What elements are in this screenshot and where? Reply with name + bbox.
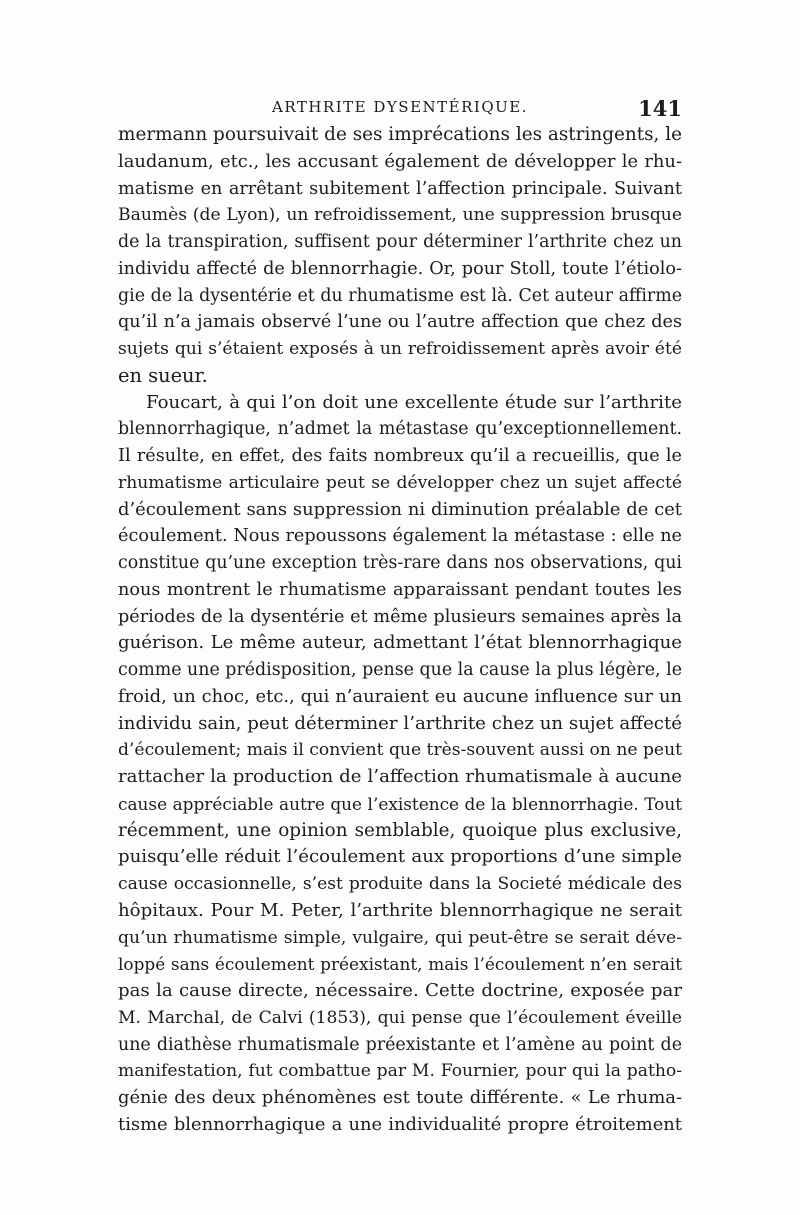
text-line: M. Marchal, de Calvi (1853), qui pense que l’écoulement éveille xyxy=(118,1007,682,1028)
text-line: Il résulte, en effet, des faits nombreux qu’il a recueillis, que le xyxy=(118,446,682,466)
text-line: qu’un rhumatisme simple, vulgaire, qui peut-être se serait déve- xyxy=(118,927,682,948)
text-line: froid, un choc, etc., qui n’auraient eu aucune influence sur un xyxy=(118,685,682,707)
text-line: puisqu’elle réduit l’écoulement aux proportions d’une simple xyxy=(118,846,682,868)
text-line: individu affecté de blennorrhagie. Or, pour Stoll, toute l’étiolo- xyxy=(118,258,682,279)
text-line: blennorrhagique, n’admet la métastase qu’exceptionnellement. xyxy=(118,419,682,440)
text-line: récemment, une opinion semblable, quoique plus exclusive, xyxy=(118,819,682,841)
text-line: une diathèse rhumatismale préexistante et l’amène au point de xyxy=(118,1034,682,1055)
text-line: rhumatisme articulaire peut se développer chez un sujet affecté xyxy=(118,472,682,493)
text-line: gie de la dysentérie et du rhumatisme est là. Cet auteur affirme xyxy=(118,285,682,306)
text-line: écoulement. Nous repoussons également la métastase : elle ne xyxy=(118,526,682,547)
text-line: rattacher la production de l’affection rhumatismale à aucune xyxy=(118,766,682,787)
text-line: laudanum, etc., les accusant également de développer le rhu- xyxy=(118,150,682,172)
text-line: comme une prédisposition, pense que la cause la plus légère, le xyxy=(118,660,682,680)
text-line: qu’il n’a jamais observé l’une ou l’autre affection que chez des xyxy=(118,312,682,333)
text-line: mermann poursuivait de ses imprécations les astringents, le xyxy=(118,124,682,145)
text-line: sujets qui s’étaient exposés à un refroidissement après avoir été xyxy=(118,339,682,359)
text-line: d’écoulement; mais il convient que très-souvent aussi on ne peut xyxy=(118,740,682,761)
text-line: nous montrent le rhumatisme apparaissant pendant toutes les xyxy=(118,579,682,600)
text-line: cause occasionnelle, s’est produite dans la Societé médicale des xyxy=(118,874,682,894)
text-line: cause appréciable autre que l’existence de la blennorrhagie. Tout xyxy=(118,793,682,814)
text-line: en sueur. xyxy=(118,363,208,387)
text-line: périodes de la dysentérie et même plusieurs semaines après la xyxy=(118,606,682,627)
text-line: Baumès (de Lyon), un refroidissement, une suppression brusque xyxy=(118,205,682,226)
text-line: individu sain, peut déterminer l’arthrite chez un sujet affecté xyxy=(118,712,682,734)
body-text xyxy=(118,122,682,1139)
text-line: de la transpiration, suffisent pour déterminer l’arthrite chez un xyxy=(118,232,682,252)
text-line: d’écoulement sans suppression ni diminution préalable de cet xyxy=(118,498,682,520)
text-line: matisme en arrêtant subitement l’affection principale. Suivant xyxy=(118,178,682,199)
running-title: ARTHRITE DYSENTÉRIQUE. xyxy=(271,98,528,116)
paragraph-start-line: Foucart, à qui l’on doit une excellente étude sur l’arthrite xyxy=(146,391,682,413)
text-line: pas la cause directe, nécessaire. Cette doctrine, exposée par xyxy=(118,980,682,1001)
running-header xyxy=(118,96,682,122)
text-line: guérison. Le même auteur, admettant l’état blennorrhagique xyxy=(118,632,682,654)
text-line: loppé sans écoulement préexistant, mais l’écoulement n’en serait xyxy=(118,954,682,975)
text-line: manifestation, fut combattue par M. Fournier, pour qui la patho- xyxy=(118,1061,682,1082)
text-line: tisme blennorrhagique a une individualité propre étroitement xyxy=(118,1113,682,1135)
text-line: génie des deux phénomènes est toute différente. « Le rhuma- xyxy=(118,1087,682,1108)
page-number: 141 xyxy=(638,96,682,121)
text-line: constitue qu’une exception très-rare dans nos observations, qui xyxy=(118,553,682,573)
text-line: hôpitaux. Pour M. Peter, l’arthrite blennorrhagique ne serait xyxy=(118,899,682,921)
